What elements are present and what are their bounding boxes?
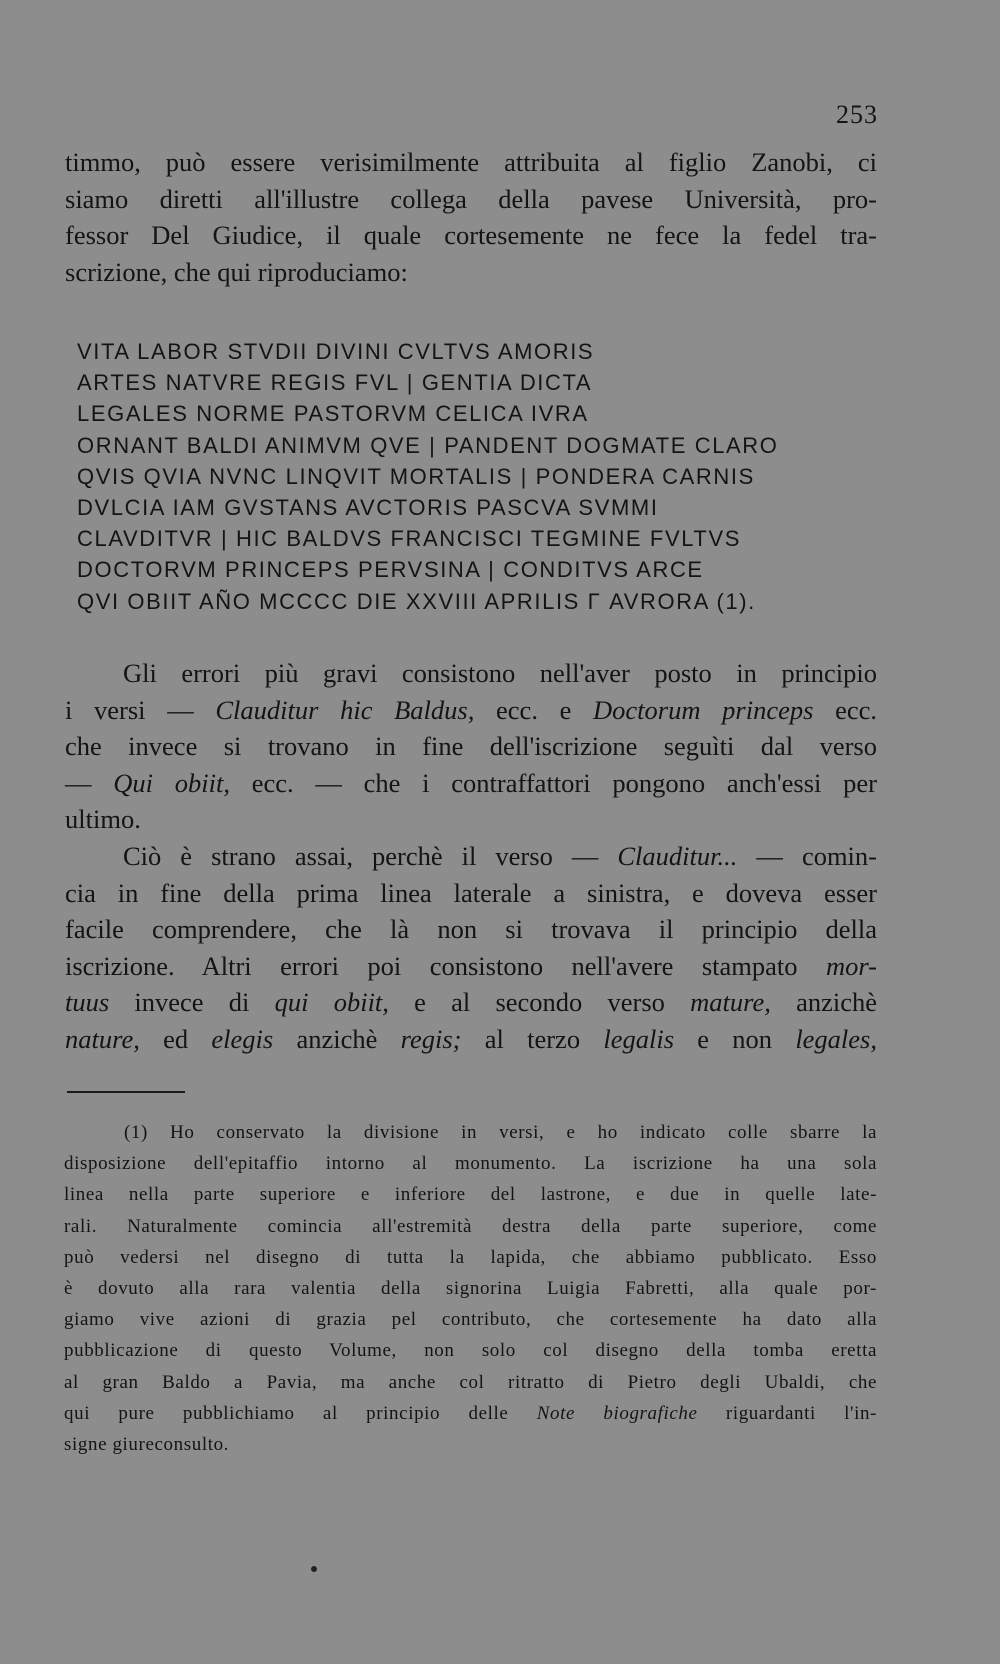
epitaph-line: CLAVDITVR | HIC BALDVS FRANCISCI TEGMINE FVLTVS <box>77 526 742 552</box>
epitaph-line: QVI OBIIT AÑO MCCCC DIE XXVIII APRILIS Γ AVRORA (1). <box>77 588 756 614</box>
footnote-line: rali. Naturalmente comincia all'estremità destra della parte superiore, come <box>64 1215 877 1237</box>
footnote-line: qui pure pubblichiamo al principio delle Note biografiche riguardanti l'in- <box>64 1402 877 1424</box>
text-line: timmo, può essere verisimilmente attribuita al figlio Zanobi, ci <box>65 147 877 177</box>
footnote-line: signe giureconsulto. <box>64 1434 230 1456</box>
footnote-line: (1) Ho conservato la divisione in versi, e ho indicato colle sbarre la <box>124 1122 877 1143</box>
text-line: Ciò è strano assai, perchè il verso — Clauditur... — comin- <box>123 841 877 871</box>
text-line: tuus invece di qui obiit, e al secondo verso mature, anzichè <box>65 987 878 1018</box>
text-line: ultimo. <box>65 804 141 835</box>
text-line: nature, ed elegis anzichè regis; al terzo legalis e non legales, <box>65 1023 877 1054</box>
text-line: facile comprendere, che là non si trovava il principio della <box>65 914 877 945</box>
footnote-line: giamo vive azioni di grazia pel contributo, che cortesemente ha dato alla <box>64 1309 877 1331</box>
epitaph-line: QVIS QVIA NVNC LINQVIT MORTALIS | PONDERA CARNIS <box>77 463 755 489</box>
epitaph-line: LEGALES NORME PASTORVM CELICA IVRA <box>77 401 589 427</box>
footnote-line: linea nella parte superiore e inferiore del lastrone, e due in quelle late- <box>64 1184 877 1206</box>
footnote-divider <box>67 1091 185 1093</box>
text-line: Gli errori più gravi consistono nell'aver posto in principio <box>123 658 877 688</box>
text-line: che invece si trovano in fine dell'iscrizione seguìti dal verso <box>65 731 877 762</box>
footnote-line: pubblicazione di questo Volume, non solo col disegno della tomba eretta <box>64 1340 877 1362</box>
text-line: siamo diretti all'illustre collega della pavese Università, pro- <box>65 183 877 214</box>
text-line: iscrizione. Altri errori poi consistono nell'avere stampato mor- <box>65 950 877 981</box>
epitaph-line: DOCTORVM PRINCEPS PERVSINA | CONDITVS ARCE <box>77 557 704 583</box>
paragraph-intro <box>65 144 877 290</box>
text-line: i versi — Clauditur hic Baldus, ecc. e Doctorum princeps ecc. <box>65 694 877 725</box>
ink-dot <box>311 1566 317 1572</box>
footnote-line: al gran Baldo a Pavia, ma anche col ritratto di Pietro degli Ubaldi, che <box>64 1371 877 1393</box>
page-number: 253 <box>836 100 878 129</box>
footnote <box>64 1117 877 1460</box>
text-line: cia in fine della prima linea laterale a sinistra, e doveva esser <box>65 877 877 908</box>
footnote-line: può vedersi nel disegno di tutta la lapida, che abbiamo pubblicato. Esso <box>64 1246 877 1268</box>
epitaph-line: ARTES NATVRE REGIS FVL | GENTIA DICTA <box>77 370 593 396</box>
epitaph-inscription <box>77 336 867 617</box>
epitaph-line: ORNANT BALDI ANIMVM QVE | PANDENT DOGMATE CLARO <box>77 432 779 458</box>
paragraph-strange <box>65 838 877 1058</box>
footnote-line: è dovuto alla rara valentia della signorina Luigia Fabretti, alla quale por- <box>64 1278 877 1300</box>
text-line: fessor Del Giudice, il quale cortesemente ne fece la fedel tra- <box>65 220 877 251</box>
text-line: scrizione, che qui riproduciamo: <box>65 256 408 287</box>
paragraph-errors <box>65 655 877 838</box>
footnote-line: disposizione dell'epitaffio intorno al monumento. La iscrizione ha una sola <box>64 1153 877 1175</box>
text-line: — Qui obiit, ecc. — che i contraffattori pongono anch'essi per <box>65 767 877 798</box>
epitaph-line: VITA LABOR STVDII DIVINI CVLTVS AMORIS <box>77 339 595 364</box>
epitaph-line: DVLCIA IAM GVSTANS AVCTORIS PASCVA SVMMI <box>77 495 659 521</box>
